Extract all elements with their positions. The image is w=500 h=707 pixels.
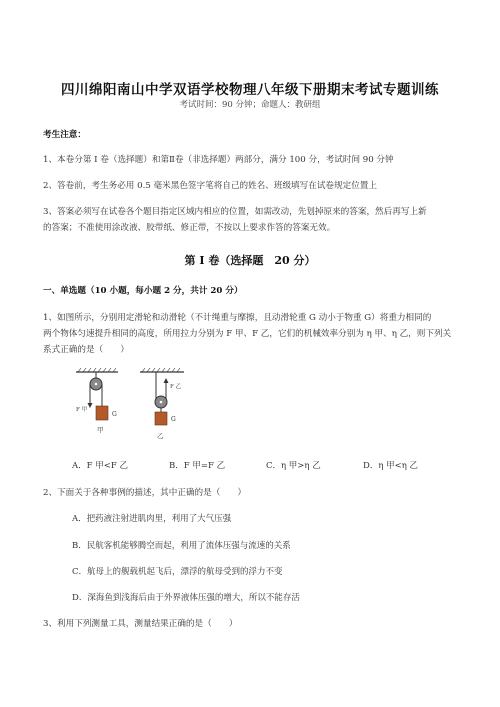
q3-stem: 3、利用下列测量工具，测量结果正确的是（ ） bbox=[43, 619, 238, 629]
q1-option-c[interactable]: C．η 甲>η 乙 bbox=[266, 461, 321, 471]
q1-option-d[interactable]: D．η 甲<η 乙 bbox=[363, 461, 419, 471]
q1-option-a[interactable]: A．F 甲<F 乙 bbox=[72, 461, 128, 471]
weight-left-label: G bbox=[112, 411, 117, 418]
q2-option-a[interactable]: A．把药液注射进肌肉里，利用了大气压强 bbox=[72, 514, 232, 524]
q1-line-2: 两个物体匀速提升相同的高度，所用拉力分别为 F 甲、F 乙，它们的机械效率分别为 η 甲、η 乙，则下列关 bbox=[43, 329, 452, 339]
exam-info: 考试时间：90 分钟；命题人：教研组 bbox=[179, 100, 321, 110]
q1-option-b[interactable]: B．F 甲=F 乙 bbox=[169, 461, 226, 471]
force-right-label: F 乙 bbox=[170, 384, 182, 390]
ceiling-right bbox=[140, 368, 184, 372]
section-title: 第 I 卷（选择题 20 分） bbox=[184, 254, 316, 267]
pulley-figure bbox=[74, 366, 204, 446]
weight-block-left bbox=[96, 406, 108, 420]
figure-left-label: 甲 bbox=[97, 426, 104, 434]
q2-option-d[interactable]: D．深海鱼到浅海后由于外界液体压强的增大，所以不能存活 bbox=[72, 593, 300, 603]
notice-item-1: 1、本卷分第 I 卷（选择题）和第Ⅱ卷（非选择题）两部分，满分 100 分，考试时间 90 分钟 bbox=[43, 155, 394, 165]
q1-line-1: 1、如图所示，分别用定滑轮和动滑轮（不计绳重与摩擦，且动滑轮重 G 动小于物重 G）将重力相同的 bbox=[43, 313, 432, 323]
force-left-label: F 甲 bbox=[76, 407, 88, 413]
q2-stem: 2、下面关于各种事例的描述，其中正确的是（ ） bbox=[43, 488, 247, 498]
q2-option-b[interactable]: B．民航客机能够腾空而起，利用了流体压强与流速的关系 bbox=[72, 541, 291, 551]
q1-line-3: 系式正确的是（ ） bbox=[43, 345, 129, 355]
ceiling-left bbox=[76, 368, 118, 372]
weight-right-label: G bbox=[171, 416, 176, 423]
notice-heading: 考生注意： bbox=[43, 130, 86, 140]
part-heading: 一、单选题（10 小题，每小题 2 分，共计 20 分） bbox=[43, 286, 243, 296]
notice-item-3: 3、答案必须写在试卷各个题目指定区域内相应的位置，如需改动，先划掉原来的答案，然后再写上新 bbox=[43, 207, 427, 217]
weight-block-right bbox=[155, 412, 167, 425]
page-title: 四川绵阳南山中学双语学校物理八年级下册期末考试专题训练 bbox=[61, 82, 439, 98]
q2-option-c[interactable]: C．航母上的舰载机起飞后，漂浮的航母受到的浮力不变 bbox=[72, 567, 283, 577]
notice-item-2: 2、答卷前，考生务必用 0.5 毫米黑色签字笔将自己的姓名、班级填写在试卷规定位置上 bbox=[43, 181, 377, 191]
figure-right-label: 乙 bbox=[157, 432, 164, 440]
notice-item-3-cont: 的答案；不准使用涂改液、胶带纸、修正带，不按以上要求作答的答案无效。 bbox=[43, 223, 336, 233]
